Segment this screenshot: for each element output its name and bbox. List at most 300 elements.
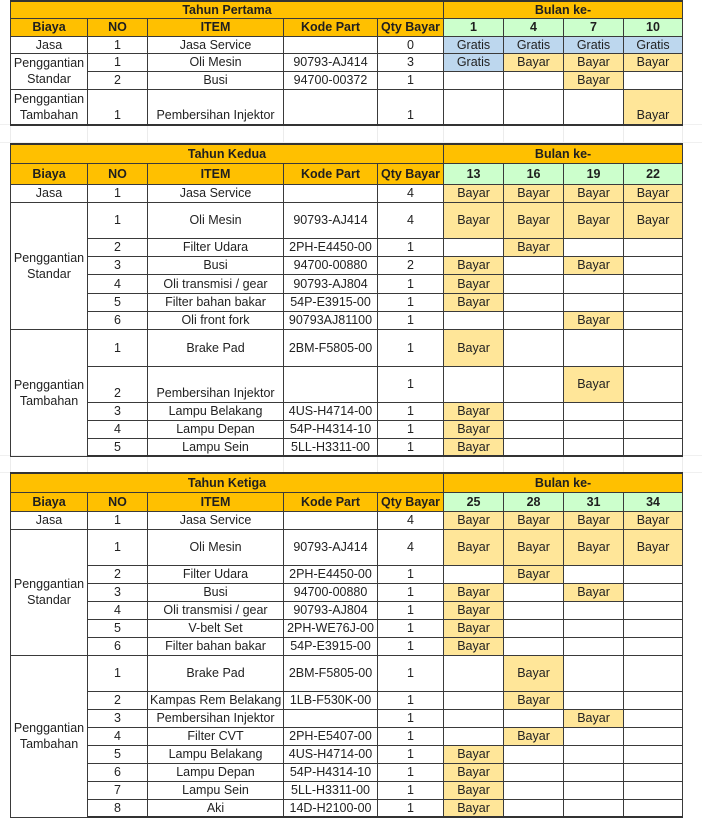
table-row bbox=[11, 438, 683, 456]
status-empty bbox=[564, 619, 624, 637]
cell-no: 4 bbox=[88, 274, 148, 293]
cell-qty-bayar: 1 bbox=[378, 745, 444, 763]
cell-item: Lampu Sein bbox=[148, 438, 284, 456]
cell-qty-bayar: 1 bbox=[378, 691, 444, 709]
header-no: NO bbox=[88, 492, 148, 511]
status-bayar: Bayar bbox=[504, 202, 564, 238]
status-gratis: Gratis bbox=[444, 36, 504, 53]
header-biaya: Biaya bbox=[11, 492, 88, 511]
status-empty bbox=[504, 420, 564, 438]
status-bayar: Bayar bbox=[504, 565, 564, 583]
cell-kode-part: 4US-H4714-00 bbox=[284, 402, 378, 420]
status-bayar: Bayar bbox=[504, 238, 564, 256]
biaya-group-label: Penggantian Standar bbox=[11, 529, 88, 655]
table-title-row bbox=[11, 473, 683, 492]
header-month: 16 bbox=[504, 163, 564, 184]
status-empty bbox=[444, 727, 504, 745]
header-month: 1 bbox=[444, 18, 504, 36]
cell-no: 6 bbox=[88, 637, 148, 655]
cell-no: 4 bbox=[88, 420, 148, 438]
table-row bbox=[11, 420, 683, 438]
status-empty bbox=[504, 637, 564, 655]
table-row bbox=[11, 202, 683, 238]
cell-kode-part bbox=[284, 184, 378, 202]
cell-no: 1 bbox=[88, 529, 148, 565]
cell-kode-part: 2BM-F5805-00 bbox=[284, 655, 378, 691]
status-empty bbox=[564, 691, 624, 709]
status-empty bbox=[624, 256, 683, 274]
cell-kode-part: 5LL-H3311-00 bbox=[284, 781, 378, 799]
status-bayar: Bayar bbox=[444, 511, 504, 529]
header-month: 7 bbox=[564, 18, 624, 36]
status-empty bbox=[624, 293, 683, 311]
status-empty bbox=[564, 727, 624, 745]
biaya-group-label: Penggantian Standar bbox=[11, 53, 88, 89]
status-bayar: Bayar bbox=[564, 256, 624, 274]
cell-no: 1 bbox=[88, 184, 148, 202]
year-title: Tahun Pertama bbox=[11, 1, 444, 18]
status-bayar: Bayar bbox=[564, 583, 624, 601]
status-empty bbox=[444, 691, 504, 709]
cell-no: 7 bbox=[88, 781, 148, 799]
cell-kode-part: 2PH-E4450-00 bbox=[284, 565, 378, 583]
cell-item: Filter CVT bbox=[148, 727, 284, 745]
cell-qty-bayar: 1 bbox=[378, 763, 444, 781]
table-row bbox=[11, 89, 683, 125]
header-no: NO bbox=[88, 18, 148, 36]
status-bayar: Bayar bbox=[504, 53, 564, 71]
months-header-title: Bulan ke- bbox=[444, 1, 683, 18]
cell-item: Busi bbox=[148, 71, 284, 89]
status-bayar: Bayar bbox=[444, 763, 504, 781]
cell-no: 2 bbox=[88, 71, 148, 89]
header-item: ITEM bbox=[148, 163, 284, 184]
header-biaya: Biaya bbox=[11, 163, 88, 184]
cell-item: Lampu Belakang bbox=[148, 745, 284, 763]
cell-kode-part: 94700-00880 bbox=[284, 256, 378, 274]
status-empty bbox=[444, 565, 504, 583]
status-empty bbox=[504, 256, 564, 274]
table-row bbox=[11, 36, 683, 53]
cell-item: V-belt Set bbox=[148, 619, 284, 637]
status-bayar: Bayar bbox=[504, 184, 564, 202]
table-row bbox=[11, 329, 683, 366]
cell-qty-bayar: 1 bbox=[378, 655, 444, 691]
cell-no: 4 bbox=[88, 727, 148, 745]
cell-kode-part: 94700-00372 bbox=[284, 71, 378, 89]
months-header-title: Bulan ke- bbox=[444, 473, 683, 492]
schedule-table-year-3 bbox=[10, 472, 683, 818]
status-empty bbox=[624, 619, 683, 637]
column-header-row bbox=[11, 163, 683, 184]
cell-no: 2 bbox=[88, 691, 148, 709]
status-bayar: Bayar bbox=[444, 781, 504, 799]
header-qty-bayar: Qty Bayar bbox=[378, 18, 444, 36]
cell-no: 3 bbox=[88, 402, 148, 420]
status-empty bbox=[564, 274, 624, 293]
status-gratis: Gratis bbox=[624, 36, 683, 53]
status-empty bbox=[444, 709, 504, 727]
status-empty bbox=[444, 89, 504, 125]
header-item: ITEM bbox=[148, 18, 284, 36]
cell-no: 3 bbox=[88, 256, 148, 274]
status-bayar: Bayar bbox=[504, 691, 564, 709]
cell-qty-bayar: 1 bbox=[378, 799, 444, 817]
column-header-row bbox=[11, 492, 683, 511]
cell-no: 1 bbox=[88, 329, 148, 366]
status-bayar: Bayar bbox=[564, 366, 624, 402]
status-bayar: Bayar bbox=[624, 529, 683, 565]
status-bayar: Bayar bbox=[444, 184, 504, 202]
cell-kode-part: 94700-00880 bbox=[284, 583, 378, 601]
cell-kode-part: 90793-AJ804 bbox=[284, 601, 378, 619]
header-no: NO bbox=[88, 163, 148, 184]
status-empty bbox=[444, 238, 504, 256]
cell-no: 6 bbox=[88, 311, 148, 329]
cell-no: 6 bbox=[88, 763, 148, 781]
table-row bbox=[11, 565, 683, 583]
status-bayar: Bayar bbox=[444, 420, 504, 438]
cell-item: Brake Pad bbox=[148, 329, 284, 366]
status-empty bbox=[564, 781, 624, 799]
status-empty bbox=[504, 781, 564, 799]
status-empty bbox=[624, 655, 683, 691]
cell-qty-bayar: 3 bbox=[378, 53, 444, 71]
cell-item: Aki bbox=[148, 799, 284, 817]
status-empty bbox=[444, 655, 504, 691]
biaya-group-label: Jasa bbox=[11, 184, 88, 202]
cell-no: 1 bbox=[88, 655, 148, 691]
cell-no: 1 bbox=[88, 202, 148, 238]
status-empty bbox=[624, 763, 683, 781]
status-empty bbox=[624, 420, 683, 438]
cell-kode-part bbox=[284, 511, 378, 529]
cell-no: 3 bbox=[88, 583, 148, 601]
cell-no: 1 bbox=[88, 89, 148, 125]
year-title: Tahun Kedua bbox=[11, 144, 444, 163]
status-bayar: Bayar bbox=[504, 655, 564, 691]
table-row bbox=[11, 366, 683, 402]
status-empty bbox=[564, 601, 624, 619]
cell-kode-part: 90793-AJ414 bbox=[284, 202, 378, 238]
cell-kode-part: 90793-AJ414 bbox=[284, 529, 378, 565]
status-bayar: Bayar bbox=[564, 71, 624, 89]
cell-qty-bayar: 2 bbox=[378, 256, 444, 274]
status-empty bbox=[504, 366, 564, 402]
table-row bbox=[11, 71, 683, 89]
status-empty bbox=[444, 366, 504, 402]
status-empty bbox=[444, 311, 504, 329]
cell-item: Jasa Service bbox=[148, 184, 284, 202]
cell-item: Pembersihan Injektor bbox=[148, 366, 284, 402]
status-bayar: Bayar bbox=[444, 601, 504, 619]
cell-item: Filter Udara bbox=[148, 238, 284, 256]
cell-qty-bayar: 1 bbox=[378, 583, 444, 601]
status-empty bbox=[504, 402, 564, 420]
status-empty bbox=[444, 71, 504, 89]
table-row bbox=[11, 637, 683, 655]
cell-item: Pembersihan Injektor bbox=[148, 709, 284, 727]
cell-item: Oli Mesin bbox=[148, 202, 284, 238]
status-empty bbox=[564, 745, 624, 763]
cell-item: Jasa Service bbox=[148, 36, 284, 53]
cell-qty-bayar: 1 bbox=[378, 781, 444, 799]
status-empty bbox=[504, 619, 564, 637]
header-month: 4 bbox=[504, 18, 564, 36]
status-empty bbox=[564, 763, 624, 781]
table-row bbox=[11, 311, 683, 329]
table-row bbox=[11, 256, 683, 274]
status-bayar: Bayar bbox=[504, 529, 564, 565]
header-month: 25 bbox=[444, 492, 504, 511]
status-gratis: Gratis bbox=[564, 36, 624, 53]
table-row bbox=[11, 529, 683, 565]
table-title-row bbox=[11, 144, 683, 163]
status-bayar: Bayar bbox=[444, 637, 504, 655]
biaya-group-label: Penggantian Tambahan bbox=[11, 329, 88, 456]
schedule-table-year-2 bbox=[10, 143, 683, 457]
biaya-group-label: Penggantian Tambahan bbox=[11, 655, 88, 817]
cell-item: Oli Mesin bbox=[148, 53, 284, 71]
cell-kode-part: 4US-H4714-00 bbox=[284, 745, 378, 763]
cell-item: Oli Mesin bbox=[148, 529, 284, 565]
status-empty bbox=[624, 799, 683, 817]
status-empty bbox=[564, 799, 624, 817]
cell-qty-bayar: 1 bbox=[378, 420, 444, 438]
header-month: 28 bbox=[504, 492, 564, 511]
cell-qty-bayar: 1 bbox=[378, 438, 444, 456]
cell-kode-part: 90793-AJ804 bbox=[284, 274, 378, 293]
status-empty bbox=[504, 583, 564, 601]
cell-qty-bayar: 1 bbox=[378, 311, 444, 329]
status-empty bbox=[504, 745, 564, 763]
status-empty bbox=[624, 366, 683, 402]
status-empty bbox=[504, 293, 564, 311]
table-row bbox=[11, 709, 683, 727]
table-row bbox=[11, 293, 683, 311]
months-header-title: Bulan ke- bbox=[444, 144, 683, 163]
status-bayar: Bayar bbox=[444, 583, 504, 601]
cell-kode-part bbox=[284, 366, 378, 402]
status-gratis: Gratis bbox=[444, 53, 504, 71]
status-empty bbox=[624, 402, 683, 420]
cell-qty-bayar: 0 bbox=[378, 36, 444, 53]
cell-item: Oli transmisi / gear bbox=[148, 601, 284, 619]
status-empty bbox=[624, 601, 683, 619]
cell-qty-bayar: 1 bbox=[378, 274, 444, 293]
table-row bbox=[11, 691, 683, 709]
status-bayar: Bayar bbox=[624, 89, 683, 125]
cell-kode-part bbox=[284, 709, 378, 727]
status-empty bbox=[624, 583, 683, 601]
table-row bbox=[11, 274, 683, 293]
cell-qty-bayar: 1 bbox=[378, 565, 444, 583]
status-bayar: Bayar bbox=[444, 329, 504, 366]
cell-kode-part bbox=[284, 36, 378, 53]
header-qty-bayar: Qty Bayar bbox=[378, 492, 444, 511]
header-month: 34 bbox=[624, 492, 683, 511]
cell-no: 3 bbox=[88, 709, 148, 727]
status-empty bbox=[504, 709, 564, 727]
status-empty bbox=[624, 71, 683, 89]
biaya-group-label: Penggantian Tambahan bbox=[11, 89, 88, 125]
status-bayar: Bayar bbox=[564, 202, 624, 238]
cell-qty-bayar: 4 bbox=[378, 184, 444, 202]
cell-qty-bayar: 1 bbox=[378, 238, 444, 256]
cell-no: 2 bbox=[88, 366, 148, 402]
cell-item: Busi bbox=[148, 256, 284, 274]
header-kode-part: Kode Part bbox=[284, 492, 378, 511]
header-month: 13 bbox=[444, 163, 504, 184]
cell-kode-part: 54P-H4314-10 bbox=[284, 763, 378, 781]
status-bayar: Bayar bbox=[564, 511, 624, 529]
status-empty bbox=[624, 691, 683, 709]
cell-no: 1 bbox=[88, 53, 148, 71]
cell-item: Pembersihan Injektor bbox=[148, 89, 284, 125]
cell-no: 5 bbox=[88, 293, 148, 311]
status-bayar: Bayar bbox=[444, 619, 504, 637]
status-empty bbox=[504, 71, 564, 89]
header-month: 19 bbox=[564, 163, 624, 184]
cell-qty-bayar: 4 bbox=[378, 511, 444, 529]
status-bayar: Bayar bbox=[564, 709, 624, 727]
cell-item: Busi bbox=[148, 583, 284, 601]
cell-qty-bayar: 1 bbox=[378, 619, 444, 637]
status-empty bbox=[504, 601, 564, 619]
cell-item: Lampu Depan bbox=[148, 420, 284, 438]
table-row bbox=[11, 402, 683, 420]
status-empty bbox=[504, 89, 564, 125]
cell-item: Oli transmisi / gear bbox=[148, 274, 284, 293]
cell-no: 1 bbox=[88, 511, 148, 529]
status-empty bbox=[624, 438, 683, 456]
status-empty bbox=[624, 274, 683, 293]
table-title-row bbox=[11, 1, 683, 18]
header-biaya: Biaya bbox=[11, 18, 88, 36]
cell-item: Brake Pad bbox=[148, 655, 284, 691]
column-header-row bbox=[11, 18, 683, 36]
cell-qty-bayar: 1 bbox=[378, 366, 444, 402]
cell-qty-bayar: 1 bbox=[378, 293, 444, 311]
status-empty bbox=[624, 565, 683, 583]
status-empty bbox=[504, 329, 564, 366]
cell-qty-bayar: 1 bbox=[378, 709, 444, 727]
status-bayar: Bayar bbox=[444, 799, 504, 817]
cell-qty-bayar: 1 bbox=[378, 637, 444, 655]
header-month: 10 bbox=[624, 18, 683, 36]
status-bayar: Bayar bbox=[444, 529, 504, 565]
table-row bbox=[11, 799, 683, 817]
cell-qty-bayar: 1 bbox=[378, 727, 444, 745]
cell-kode-part: 54P-E3915-00 bbox=[284, 293, 378, 311]
cell-no: 5 bbox=[88, 619, 148, 637]
cell-item: Kampas Rem Belakang bbox=[148, 691, 284, 709]
cell-item: Filter bahan bakar bbox=[148, 293, 284, 311]
cell-kode-part: 90793AJ81100 bbox=[284, 311, 378, 329]
cell-kode-part: 14D-H2100-00 bbox=[284, 799, 378, 817]
status-empty bbox=[564, 637, 624, 655]
cell-qty-bayar: 1 bbox=[378, 71, 444, 89]
cell-kode-part: 2PH-E5407-00 bbox=[284, 727, 378, 745]
status-empty bbox=[564, 89, 624, 125]
status-empty bbox=[624, 238, 683, 256]
schedule-table-year-1 bbox=[10, 0, 683, 126]
header-kode-part: Kode Part bbox=[284, 163, 378, 184]
table-row bbox=[11, 53, 683, 71]
status-bayar: Bayar bbox=[444, 293, 504, 311]
biaya-group-label: Penggantian Standar bbox=[11, 202, 88, 329]
header-month: 22 bbox=[624, 163, 683, 184]
status-bayar: Bayar bbox=[504, 511, 564, 529]
status-empty bbox=[624, 745, 683, 763]
status-bayar: Bayar bbox=[624, 202, 683, 238]
cell-qty-bayar: 4 bbox=[378, 529, 444, 565]
cell-item: Lampu Depan bbox=[148, 763, 284, 781]
status-empty bbox=[504, 799, 564, 817]
cell-kode-part: 5LL-H3311-00 bbox=[284, 438, 378, 456]
status-empty bbox=[564, 655, 624, 691]
status-bayar: Bayar bbox=[564, 311, 624, 329]
status-bayar: Bayar bbox=[624, 511, 683, 529]
table-row bbox=[11, 184, 683, 202]
status-empty bbox=[504, 763, 564, 781]
cell-item: Filter bahan bakar bbox=[148, 637, 284, 655]
biaya-group-label: Jasa bbox=[11, 36, 88, 53]
status-bayar: Bayar bbox=[564, 184, 624, 202]
cell-qty-bayar: 1 bbox=[378, 329, 444, 366]
status-empty bbox=[564, 402, 624, 420]
cell-kode-part: 2PH-WE76J-00 bbox=[284, 619, 378, 637]
cell-no: 4 bbox=[88, 601, 148, 619]
header-kode-part: Kode Part bbox=[284, 18, 378, 36]
status-empty bbox=[504, 311, 564, 329]
status-empty bbox=[564, 565, 624, 583]
table-row bbox=[11, 619, 683, 637]
status-bayar: Bayar bbox=[564, 529, 624, 565]
status-bayar: Bayar bbox=[444, 256, 504, 274]
cell-kode-part: 2BM-F5805-00 bbox=[284, 329, 378, 366]
status-empty bbox=[564, 438, 624, 456]
table-row bbox=[11, 655, 683, 691]
status-empty bbox=[624, 727, 683, 745]
status-empty bbox=[624, 781, 683, 799]
status-empty bbox=[564, 420, 624, 438]
header-qty-bayar: Qty Bayar bbox=[378, 163, 444, 184]
status-bayar: Bayar bbox=[444, 745, 504, 763]
status-empty bbox=[564, 329, 624, 366]
table-row bbox=[11, 601, 683, 619]
table-row bbox=[11, 781, 683, 799]
status-gratis: Gratis bbox=[504, 36, 564, 53]
biaya-group-label: Jasa bbox=[11, 511, 88, 529]
table-row bbox=[11, 238, 683, 256]
table-row bbox=[11, 745, 683, 763]
cell-no: 5 bbox=[88, 438, 148, 456]
cell-kode-part: 54P-E3915-00 bbox=[284, 637, 378, 655]
cell-item: Oli front fork bbox=[148, 311, 284, 329]
status-empty bbox=[624, 311, 683, 329]
status-empty bbox=[624, 637, 683, 655]
cell-no: 8 bbox=[88, 799, 148, 817]
cell-kode-part: 1LB-F530K-00 bbox=[284, 691, 378, 709]
status-empty bbox=[504, 274, 564, 293]
cell-kode-part: 2PH-E4450-00 bbox=[284, 238, 378, 256]
cell-item: Jasa Service bbox=[148, 511, 284, 529]
year-title: Tahun Ketiga bbox=[11, 473, 444, 492]
cell-qty-bayar: 4 bbox=[378, 202, 444, 238]
status-empty bbox=[624, 709, 683, 727]
cell-no: 2 bbox=[88, 238, 148, 256]
